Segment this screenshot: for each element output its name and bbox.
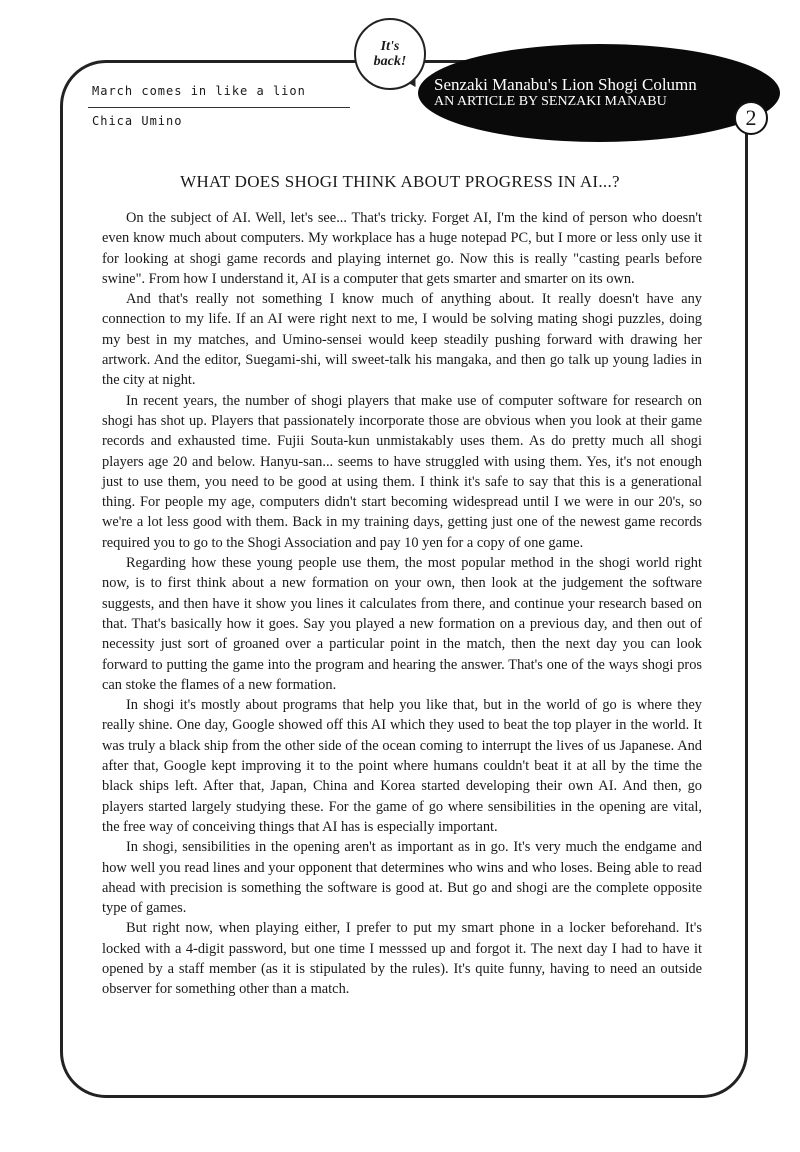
bubble-line-1: It's — [380, 39, 400, 54]
issue-number-badge: 2 — [734, 101, 768, 135]
article-paragraph: In recent years, the number of shogi players that make use of computer software for research on shogi has shot up. Players that passionately incorporate those are obvious when you look at their game records and exhausted time. Fujii Souta-kun unmistakably uses them. As do pretty much all shogi players age 20 and below. Hanyu-san... seems to have struggled with using them. Yes, it's not enough just to use them, you need to be good at using them. I think it's safe to say that this is a generational thing. For people my age, computers didn't start becoming widespread until I we were in our 20's, so we're a lot less good with them. Back in my training days, getting just one of the newest game records required you to go to the Shogi Association and pay 10 yen for a copy of one game. — [102, 392, 702, 551]
column-subtitle: AN ARTICLE BY SENZAKI MANABU — [434, 94, 667, 109]
series-divider — [88, 107, 350, 108]
speech-bubble — [354, 18, 426, 90]
article-title: WHAT DOES SHOGI THINK ABOUT PROGRESS IN AI...? — [180, 172, 620, 191]
article-paragraph: And that's really not something I know much of anything about. It really doesn't have any connection to my life. If an AI were right next to me, I would be solving mating shogi puzzles, doing my best in my matches, and Umino-sensei would keep steadily pushing forward with drawing her artwork. And the editor, Suegami-shi, will sweet-talk his mangaka, and then go talk up young ladies in the city at night. — [102, 291, 702, 389]
article-paragraph: Regarding how these young people use them, the most popular method in the shogi world right now, is to first think about a new formation on your own, then look at the judgement the software suggests, and then have it show you lines it calculates from there, and continue your research based on that. That's basically how it goes. Say you played a new formation on a previous day, and then out of necessity just sort of groaned over a particular point in the match, then the next day you can look forward to putting the game into the program and hearing the answer. That's one of the ways shogi pros can stoke the flames of a new formation. — [102, 555, 702, 693]
article-paragraph: On the subject of AI. Well, let's see... That's tricky. Forget AI, I'm the kind of person who doesn't even know much about computers. My workplace has a huge notepad PC, but I more or less only use it for looking at shogi game records and playing internet go. Now this is really "casting pearls before swine". From how I understand it, AI is a computer that gets smarter and smarter on its own. — [102, 210, 702, 287]
article-paragraph: But right now, when playing either, I prefer to put my smart phone in a locker beforehand. It's locked with a 4-digit password, but one time I messsed up and forgot it. The next day I had to have it opened by a staff member (as it is stipulated by the rules). It's quite funny, having to need an outside observer for something other than a match. — [102, 920, 702, 998]
series-author: Chica Umino — [92, 114, 183, 128]
bubble-line-2: back! — [373, 54, 407, 69]
article-body — [102, 208, 702, 1000]
article-paragraph: In shogi it's mostly about programs that help you like that, but in the world of go is where they really shine. One day, Google showed off this AI which they used to beat the top player in the world. It was truly a black ship from the other side of the ocean coming to interrupt the lives of us Japanese. And after that, Google kept improving it to the point where humans couldn't beat it at all by the time the black ships left. After that, Japan, China and Korea started developing their own AI. And then, go players started largely studying these. For the game of go where sensibilities in the opening are vital, the free way of conceiving things that AI has is especially important. — [102, 697, 702, 835]
column-title: Senzaki Manabu's Lion Shogi Column — [434, 75, 697, 94]
series-title: March comes in like a lion — [92, 84, 306, 98]
article-paragraph: In shogi, sensibilities in the opening aren't as important as in go. It's very much the endgame and how well you read lines and your opponent that determines who wins and who loses. Being able to read ahead with precision is something the software is good at. But go and shogi are the complete opposite type of games. — [102, 839, 702, 917]
